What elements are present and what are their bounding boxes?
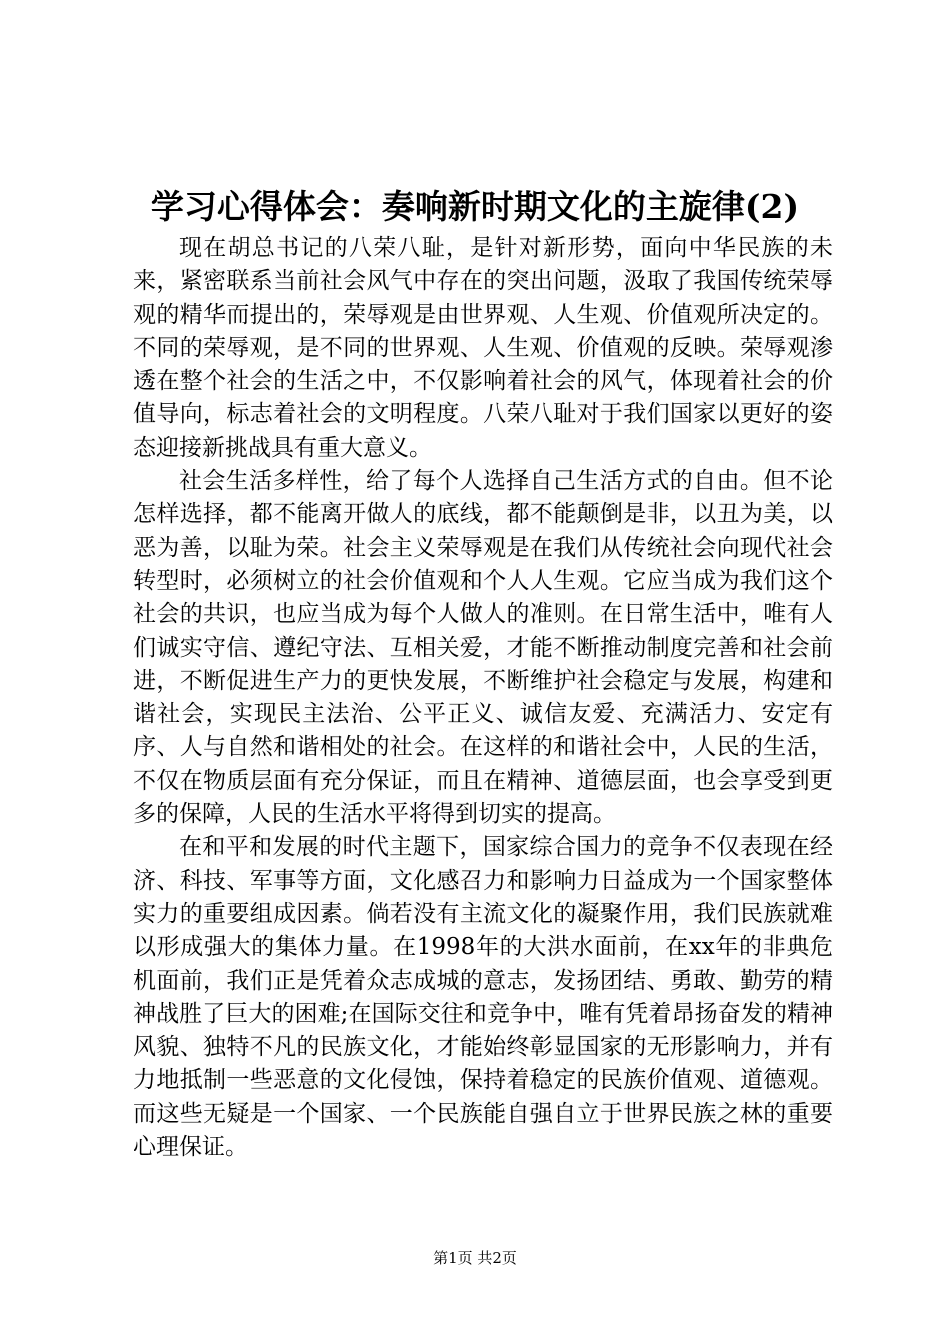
page-footer: 第1页 共2页 bbox=[433, 1249, 517, 1267]
paragraph-1: 现在胡总书记的八荣八耻，是针对新形势，面向中华民族的未来，紧密联系当前社会风气中存在的突出问题，汲取了我国传统荣辱观的精华而提出的，荣辱观是由世界观、人生观、价值观所决定的。不同的荣辱观，是不同的世界观、人生观、价值观的反映。荣辱观渗透在整个社会的生活之中，不仅影响着社会的风气，体现着社会的价值导向，标志着社会的文明程度。八荣八耻对于我们国家以更好的姿态迎接新挑战具有重大意义。 bbox=[133, 235, 833, 461]
document-title: 学习心得体会：奏响新时期文化的主旋律(2) bbox=[150, 187, 800, 226]
paragraph-3: 在和平和发展的时代主题下，国家综合国力的竞争不仅表现在经济、科技、军事等方面，文化感召力和影响力日益成为一个国家整体实力的重要组成因素。倘若没有主流文化的凝聚作用，我们民族就难以形成强大的集体力量。在1998年的大洪水面前，在xx年的非典危机面前，我们正是凭着众志成城的意志，发扬团结、勇敢、勤劳的精神战胜了巨大的困难;在国际交往和竞争中，唯有凭着昂扬奋发的精神风貌、独特不凡的民族文化，才能始终彰显国家的无形影响力，并有力地抵制一些恶意的文化侵蚀，保持着稳定的民族价值观、道德观。而这些无疑是一个国家、一个民族能自强自立于世界民族之林的重要心理保证。 bbox=[133, 834, 833, 1161]
document-body bbox=[133, 232, 833, 1164]
paragraph-2: 社会生活多样性，给了每个人选择自己生活方式的自由。但不论怎样选择，都不能离开做人的底线，都不能颠倒是非，以丑为美，以恶为善，以耻为荣。社会主义荣辱观是在我们从传统社会向现代社会转型时，必须树立的社会价值观和个人人生观。它应当成为我们这个社会的共识，也应当成为每个人做人的准则。在日常生活中，唯有人们诚实守信、遵纪守法、互相关爱，才能不断推动制度完善和社会前进，不断促进生产力的更快发展，不断维护社会稳定与发展，构建和谐社会，实现民主法治、公平正义、诚信友爱、充满活力、安定有序、人与自然和谐相处的社会。在这样的和谐社会中，人民的生活，不仅在物质层面有充分保证，而且在精神、道德层面，也会享受到更多的保障，人民的生活水平将得到切实的提高。 bbox=[133, 468, 833, 828]
